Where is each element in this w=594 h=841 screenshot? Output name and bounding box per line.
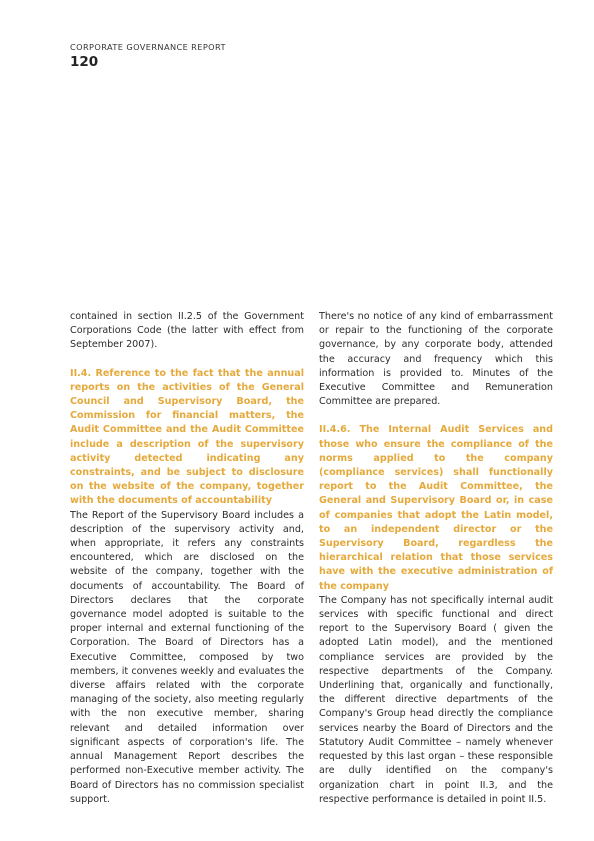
running-head: CORPORATE GOVERNANCE REPORT xyxy=(70,42,226,52)
left-body-paragraph: The Report of the Supervisory Board includes a description of the supervisory activity and, when appropriate, it refers any constraints encountered, which are disclosed on the website of the company, together with the documents of accountability. The Board of Directors declares that the corporate governance model adopted is suitable to the proper internal and external functioning of the Corporation. The Board of Directors has a Executive Committee, composed by two members, it convenes weekly and evaluates the diverse affairs related with the corporate managing of the society, also meeting regularly with the non executive member, sharing relevant and detailed information over significant aspects of corporation's life. The annual Management Report describes the performed non-Executive member activity. The Board of Directors has no commission specialist support. xyxy=(70,509,304,805)
page-number: 120 xyxy=(70,54,99,70)
right-column xyxy=(319,310,553,807)
right-intro-paragraph: There's no notice of any kind of embarrassment or repair to the functioning of the corporate governance, by any corporate body, attended the accuracy and frequency which this information is provided to. Minutes of the Executive Committee and Remuneration Committee are prepared. xyxy=(319,311,553,408)
right-body-paragraph: The Company has not specifically internal audit services with specific functional and direct report to the Supervisory Board ( given the adopted Latin model), and the mentioned compliance services are provided by the respective departments of the Company. Underlining that, organically and functionally, the different directive departments of the Company's Group head directly the compliance services nearby the Board of Directors and the Statutory Audit Committee – namely whenever requested by this last organ – these responsible are dully identified on the company's organization chart in point II.3, and the respective performance is detailed in point II.5. xyxy=(319,594,553,805)
left-intro-paragraph: contained in section II.2.5 of the Government Corporations Code (the latter with effect from September 2007). xyxy=(70,311,304,351)
left-column xyxy=(70,310,304,807)
section-heading-ii-4: II.4. Reference to the fact that the annual reports on the activities of the General Council and Supervisory Board, the Commission for financial matters, the Audit Committee and the Audit Committee include a description of the supervisory activity detected indicating any constraints, and be subject to disclosure on the website of the company, together with the documents of accountability xyxy=(70,367,304,507)
section-heading-ii-4-6: II.4.6. The Internal Audit Services and those who ensure the compliance of the norms applied to the company (compliance services) shall functionally report to the Audit Committee, the General and Supervisory Board or, in case of companies that adopt the Latin model, to an independent director or the Supervisory Board, regardless the hierarchical relation that those services have with the executive administration of the company xyxy=(319,424,553,592)
